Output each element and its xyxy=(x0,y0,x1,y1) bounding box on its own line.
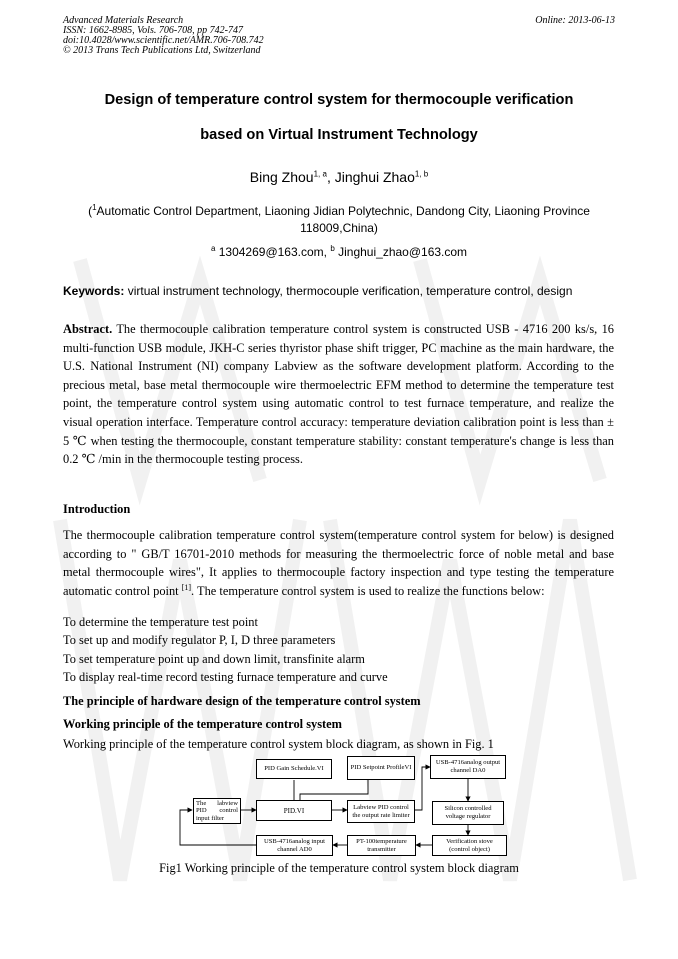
list-item: To set temperature point up and down limit, transfinite alarm xyxy=(63,652,365,666)
author-1: Bing Zhou xyxy=(249,169,314,185)
author-1-sup: 1, a xyxy=(313,169,327,179)
email-b[interactable]: Jinghui_zhao@163.com xyxy=(334,245,468,259)
reference-1: [1] xyxy=(181,582,192,592)
figure-intro-text: Working principle of the temperature control system block diagram, as shown in Fig. 1 xyxy=(63,737,494,751)
block-usb4716-analog-input: USB-4716analog input channel AD0 xyxy=(256,835,333,856)
block-labview-pid-rate-limiter: Labview PID control the output rate limiter xyxy=(347,800,415,823)
author-2-sup: 1, b xyxy=(414,169,429,179)
issn-line: ISSN: 1662-8985, Vols. 706-708, pp 742-747 xyxy=(63,25,243,36)
introduction-heading: Introduction xyxy=(63,502,131,516)
copyright-line: © 2013 Trans Tech Publications Ltd, Switzerland xyxy=(63,45,261,56)
block-pid-gain-schedule: PID Gain Schedule.VI xyxy=(256,759,332,779)
author-2: Jinghui Zhao xyxy=(334,169,415,185)
section-heading: The principle of hardware design of the temperature control system xyxy=(63,694,421,708)
block-pid-setpoint-profile: PID Setpoint ProfileVI xyxy=(347,756,415,780)
online-date: Online: 2013-06-13 xyxy=(535,15,615,26)
list-item: To display real-time record testing furnace temperature and curve xyxy=(63,670,388,684)
block-usb4716-analog-output: USB-4716analog output channel DA0 xyxy=(430,755,506,779)
introduction-text-b: . The temperature control system is used to realize the functions below: xyxy=(191,583,545,598)
introduction-text-a: The thermocouple calibration temperature control system(temperature control system for below) is designed according to " GB/T 16701-2010 methods for measuring the thermoelectric force of noble metal and base metal thermocouple wires", It applies to thermocouple factory inspection and type testing the temperature automatic control point xyxy=(63,528,614,598)
block-pid-vi: PID.VI xyxy=(256,800,332,821)
block-verification-stove: Verification stove (control object) xyxy=(432,835,507,856)
block-pt100-transmitter: PT-100temperature transmitter xyxy=(347,835,416,856)
email-a[interactable]: 1304269@163.com, xyxy=(215,245,331,259)
keywords-text: virtual instrument technology, thermocouple verification, temperature control, design xyxy=(124,284,573,298)
journal-name: Advanced Materials Research xyxy=(63,15,184,26)
subsection-heading: Working principle of the temperature control system xyxy=(63,717,342,731)
affiliation-sup: 1 xyxy=(92,203,97,212)
abstract-text: The thermocouple calibration temperature control system is constructed USB - 4716 200 ks/s, 16 multi-function USB module, JKH-C series thyristor phase shift trigger, PC machine as the main hardware, the U.S. National Instrument (NI) company Labview as the software development platform. According to the precious metal, base metal thermocouple wire thermoelectric EFM method to determine the temperature test point, the temperature control system using automatic control to test furnace temperature, and realize the visual operation interface. Temperature control accuracy: temperature deviation calibration point is less than ± 5 ℃ when testing the thermocouple, constant temperature stability: constant temperature's change is less than 0.2 ℃ /min in the thermocouple testing process. xyxy=(63,322,614,467)
block-silicon-controlled-regulator: Silicon controlled voltage regulator xyxy=(432,801,504,825)
keywords-label: Keywords: xyxy=(63,284,125,298)
paper-title-line-1: Design of temperature control system for thermocouple verification xyxy=(104,92,574,108)
affiliation-line-1: Automatic Control Department, Liaoning Jidian Polytechnic, Dandong City, Liaoning Province xyxy=(96,204,590,218)
affiliation-open: ( xyxy=(88,204,93,218)
figure-caption: Fig1 Working principle of the temperature control system block diagram xyxy=(159,861,519,875)
author-separator: , xyxy=(326,169,335,185)
affiliation-line-2: 118009,China) xyxy=(300,221,378,235)
doi-line: doi:10.4028/www.scientific.net/AMR.706-708.742 xyxy=(63,35,264,46)
list-item: To set up and modify regulator P, I, D three parameters xyxy=(63,633,336,647)
email-b-sup: b xyxy=(330,244,335,253)
abstract-label: Abstract. xyxy=(63,322,113,336)
paper-title-line-2: based on Virtual Instrument Technology xyxy=(200,127,478,143)
list-item: To determine the temperature test point xyxy=(63,615,258,629)
arrow-limiter-to-ao xyxy=(415,767,430,810)
email-a-sup: a xyxy=(210,244,216,253)
block-labview-pid-input-filter: The labview PID control input filter xyxy=(193,798,241,824)
